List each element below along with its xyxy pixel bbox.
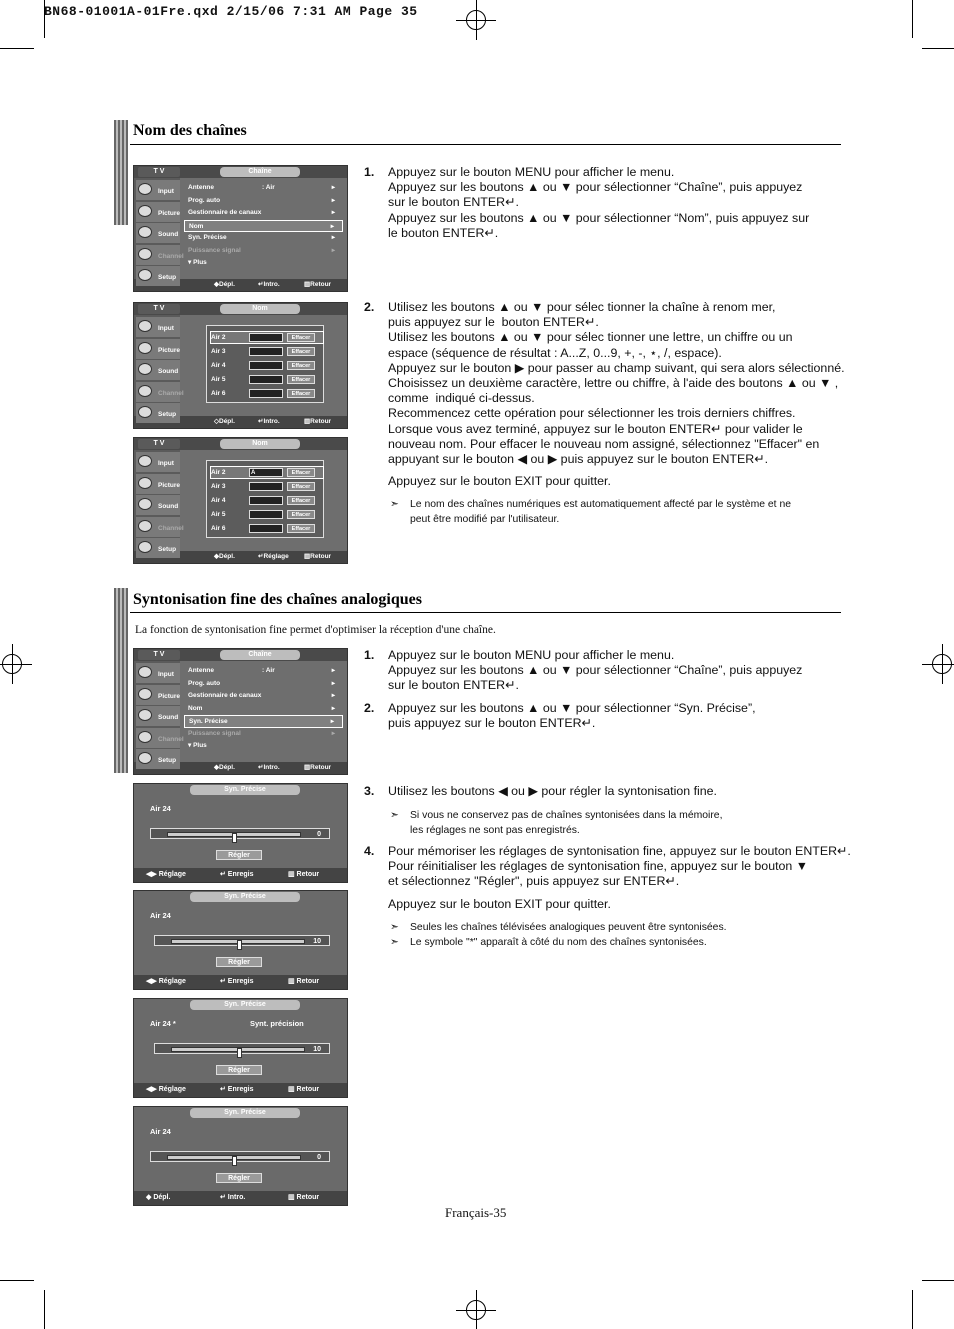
sidebar-item-input bbox=[136, 317, 180, 337]
bottom-hint: ◀▶ Réglage bbox=[146, 871, 186, 878]
sound-icon bbox=[138, 709, 152, 721]
section-bar bbox=[114, 588, 128, 773]
menu-item bbox=[184, 220, 343, 233]
setup-icon bbox=[138, 541, 152, 553]
bottom-hint: ▥Retour bbox=[304, 764, 332, 771]
sidebar-item-picture bbox=[136, 685, 180, 705]
crop-mark bbox=[922, 1280, 954, 1281]
name-field bbox=[249, 482, 283, 491]
slider-rail bbox=[167, 832, 301, 837]
name-row bbox=[211, 374, 323, 385]
sidebar-item-label: Setup bbox=[158, 757, 177, 764]
name-field: A bbox=[249, 468, 283, 477]
sidebar-item-input bbox=[136, 180, 180, 200]
name-field bbox=[249, 333, 283, 342]
sound-icon bbox=[138, 226, 152, 238]
sidebar-item-label: Channel bbox=[158, 735, 184, 743]
fine-tune-screen bbox=[133, 783, 348, 883]
sidebar-item-label: Channel bbox=[158, 524, 184, 532]
bottom-hint: ▥ Retour bbox=[288, 1086, 320, 1093]
status-label: Synt. précision bbox=[250, 1019, 304, 1028]
input-icon bbox=[138, 455, 152, 467]
section-title: Syntonisation fine des chaînes analogiques bbox=[133, 591, 422, 608]
bottom-hint: ↵ Intro. bbox=[220, 1194, 246, 1201]
channel-label: Air 4 bbox=[211, 497, 226, 504]
sidebar-item-setup bbox=[136, 749, 180, 769]
channel-label: Air 4 bbox=[211, 362, 226, 369]
channel-label: Air 24 bbox=[150, 911, 171, 920]
channel-label: Air 24 bbox=[150, 804, 171, 813]
slider-value: 0 bbox=[317, 1154, 321, 1161]
bottom-hint: ▥Retour bbox=[304, 553, 332, 560]
chevron-right-icon: ▸ bbox=[331, 246, 335, 254]
menu-item-value: : Air bbox=[262, 184, 275, 191]
slider-knob bbox=[232, 833, 237, 843]
tv-tab: T V bbox=[138, 167, 180, 177]
chevron-right-icon: ▸ bbox=[331, 679, 335, 687]
sidebar-item-label: Picture bbox=[158, 481, 181, 489]
tv-name-screen bbox=[133, 437, 348, 564]
menu-item bbox=[184, 703, 343, 716]
picture-icon bbox=[138, 477, 152, 489]
sidebar-item-label: Channel bbox=[158, 252, 184, 260]
sidebar-item-label: Setup bbox=[158, 411, 177, 418]
sidebar-item-channel bbox=[136, 728, 184, 748]
menu-title: Nom bbox=[220, 304, 300, 314]
sidebar-item-sound bbox=[136, 706, 180, 726]
sidebar-item-sound bbox=[136, 495, 180, 515]
bottom-hint: ↵Réglage bbox=[258, 553, 289, 560]
bottom-hint: ◀▶ Réglage bbox=[146, 978, 186, 985]
menu-item bbox=[184, 740, 343, 753]
erase-button: Effacer bbox=[287, 482, 315, 491]
picture-icon bbox=[138, 342, 152, 354]
erase-button: Effacer bbox=[287, 524, 315, 533]
menu-title: Chaîne bbox=[220, 167, 300, 177]
input-icon bbox=[138, 183, 152, 195]
channel-label: Air 6 bbox=[211, 390, 226, 397]
tv-menu-screen bbox=[133, 165, 348, 292]
slider-knob bbox=[237, 1048, 242, 1058]
reset-button: Régler bbox=[216, 850, 262, 860]
bottom-hints bbox=[134, 1191, 347, 1205]
bottom-hint: ▥Retour bbox=[304, 281, 332, 288]
menu-item-label: ▾ Plus bbox=[188, 259, 207, 266]
bottom-hint: ↵ Enregis bbox=[220, 871, 254, 878]
sidebar-item-label: Input bbox=[158, 460, 174, 467]
fine-tune-screen bbox=[133, 1106, 348, 1206]
name-field bbox=[249, 389, 283, 398]
menu-item-label: Prog. auto bbox=[188, 679, 221, 687]
slider-rail bbox=[171, 939, 305, 944]
erase-button: Effacer bbox=[287, 496, 315, 505]
menu-item bbox=[184, 678, 343, 691]
print-header: BN68-01001A-01Fre.qxd 2/15/06 7:31 AM Page 35 bbox=[44, 4, 418, 19]
bottom-hint: ▥ Retour bbox=[288, 1194, 320, 1201]
bottom-hints bbox=[134, 868, 347, 882]
sidebar-item-input bbox=[136, 452, 180, 472]
slider-rail bbox=[167, 1155, 301, 1160]
bottom-hints bbox=[134, 1083, 347, 1097]
slider-value: 10 bbox=[313, 1046, 321, 1053]
bottom-hint: ↵Intro. bbox=[258, 281, 280, 288]
name-row bbox=[211, 346, 323, 357]
bottom-hint: ↵Intro. bbox=[258, 418, 280, 425]
menu-item bbox=[184, 207, 343, 220]
menu-item-label: Prog. auto bbox=[188, 196, 221, 204]
channel-label: Air 24 * bbox=[150, 1019, 176, 1028]
slider-value: 0 bbox=[317, 831, 321, 838]
setup-icon bbox=[138, 406, 152, 418]
chevron-right-icon: ▸ bbox=[330, 718, 334, 725]
sidebar-item-label: Picture bbox=[158, 209, 181, 217]
setup-icon bbox=[138, 269, 152, 281]
name-field bbox=[249, 524, 283, 533]
channel-label: Air 5 bbox=[211, 511, 226, 518]
chevron-right-icon: ▸ bbox=[331, 729, 335, 737]
reset-button: Régler bbox=[216, 1173, 262, 1183]
registration-mark bbox=[0, 644, 32, 684]
menu-item-label: Gestionnaire de canaux bbox=[188, 209, 262, 216]
name-row bbox=[211, 509, 323, 520]
section-intro: La fonction de syntonisation fine permet d'optimiser la réception d'une chaîne. bbox=[135, 624, 496, 636]
menu-title: Chaîne bbox=[220, 650, 300, 660]
menu-item bbox=[184, 257, 343, 270]
fine-tune-slider bbox=[150, 828, 330, 839]
crop-mark bbox=[922, 48, 954, 49]
channel-icon bbox=[138, 248, 152, 260]
bottom-hint: ↵Intro. bbox=[258, 764, 280, 771]
screen-title: Syn. Précise bbox=[190, 1108, 300, 1118]
chevron-right-icon: ▸ bbox=[331, 234, 335, 241]
slider-knob bbox=[232, 1156, 237, 1166]
erase-button: Effacer bbox=[287, 510, 315, 519]
chevron-right-icon: ▸ bbox=[330, 222, 334, 230]
menu-item bbox=[184, 715, 343, 728]
name-row bbox=[211, 467, 323, 478]
menu-item-label: Gestionnaire de canaux bbox=[188, 692, 262, 699]
erase-button: Effacer bbox=[287, 361, 315, 370]
menu-item-label: Antenne bbox=[188, 184, 214, 191]
screen-title: Syn. Précise bbox=[190, 1000, 300, 1010]
menu-item-label: Antenne bbox=[188, 667, 214, 674]
name-field bbox=[249, 496, 283, 505]
bottom-hint: ◆Dépl. bbox=[214, 553, 235, 560]
setup-icon bbox=[138, 752, 152, 764]
bottom-hint: ↵ Enregis bbox=[220, 1086, 254, 1093]
registration-mark bbox=[456, 1290, 496, 1329]
sidebar-item-input bbox=[136, 663, 180, 683]
channel-label: Air 24 bbox=[150, 1127, 171, 1136]
chevron-right-icon: ▸ bbox=[331, 184, 335, 191]
chevron-right-icon: ▸ bbox=[331, 667, 335, 674]
bottom-hint: ◆ Dépl. bbox=[146, 1194, 171, 1201]
tv-tab: T V bbox=[138, 650, 180, 660]
bottom-hint: ▥Retour bbox=[304, 418, 332, 425]
menu-item-label: Nom bbox=[189, 222, 204, 230]
sidebar-item-label: Setup bbox=[158, 274, 177, 281]
fine-tune-screen bbox=[133, 998, 348, 1098]
bottom-hint: ▥ Retour bbox=[288, 978, 320, 985]
menu-item-value: : Air bbox=[262, 667, 275, 674]
name-list bbox=[206, 460, 324, 538]
sidebar-item-label: Picture bbox=[158, 346, 181, 354]
sidebar-item-label: Setup bbox=[158, 546, 177, 553]
fine-tune-slider bbox=[150, 1151, 330, 1162]
sidebar-item-label: Sound bbox=[158, 368, 179, 375]
channel-label: Air 6 bbox=[211, 525, 226, 532]
name-row bbox=[211, 332, 323, 343]
name-field bbox=[249, 375, 283, 384]
slider-knob bbox=[237, 940, 242, 950]
fine-tune-screen bbox=[133, 890, 348, 990]
crop-mark bbox=[0, 1280, 34, 1281]
slider-rail bbox=[171, 1047, 305, 1052]
channel-label: Air 5 bbox=[211, 376, 226, 383]
menu-item-label: Nom bbox=[188, 704, 203, 712]
fine-tune-slider bbox=[154, 935, 330, 946]
crop-mark bbox=[912, 0, 913, 38]
name-list bbox=[206, 325, 324, 403]
reset-button: Régler bbox=[216, 1065, 262, 1075]
crop-mark bbox=[912, 1290, 913, 1329]
chevron-right-icon: ▸ bbox=[331, 704, 335, 712]
section-title: Nom des chaînes bbox=[133, 122, 247, 139]
bottom-hint: ◇Dépl. bbox=[214, 418, 235, 425]
tv-menu-screen bbox=[133, 648, 348, 775]
section-bar bbox=[114, 120, 128, 225]
menu-item-label: ▾ Plus bbox=[188, 742, 207, 749]
bottom-hint: ▥ Retour bbox=[288, 871, 320, 878]
menu-item bbox=[184, 182, 343, 195]
menu-item-label: Puissance signal bbox=[188, 246, 241, 254]
sidebar-item-sound bbox=[136, 223, 180, 243]
picture-icon bbox=[138, 688, 152, 700]
input-icon bbox=[138, 320, 152, 332]
sidebar-item-setup bbox=[136, 266, 180, 286]
sound-icon bbox=[138, 498, 152, 510]
input-icon bbox=[138, 666, 152, 678]
sidebar-item-label: Input bbox=[158, 325, 174, 332]
name-field bbox=[249, 361, 283, 370]
chevron-right-icon: ▸ bbox=[331, 692, 335, 699]
tv-name-screen bbox=[133, 302, 348, 429]
sidebar-item-setup bbox=[136, 538, 180, 558]
registration-mark bbox=[922, 644, 954, 684]
menu-title: Nom bbox=[220, 439, 300, 449]
channel-icon bbox=[138, 731, 152, 743]
menu-list bbox=[184, 182, 343, 270]
name-row bbox=[211, 388, 323, 399]
sidebar-item-channel bbox=[136, 517, 184, 537]
chevron-right-icon: ▸ bbox=[331, 209, 335, 216]
menu-item bbox=[184, 665, 343, 678]
registration-mark bbox=[456, 0, 496, 40]
sidebar-item-label: Sound bbox=[158, 231, 179, 238]
erase-button: Effacer bbox=[287, 389, 315, 398]
crop-mark bbox=[0, 48, 34, 49]
tv-tab: T V bbox=[138, 439, 180, 449]
slider-value: 10 bbox=[313, 938, 321, 945]
sidebar-item-label: Input bbox=[158, 188, 174, 195]
sidebar-item-label: Input bbox=[158, 671, 174, 678]
menu-item-label: Syn. Précise bbox=[189, 718, 228, 725]
bottom-hint: ◀▶ Réglage bbox=[146, 1086, 186, 1093]
bottom-hint: ◆Dépl. bbox=[214, 764, 235, 771]
bottom-hint: ↵ Enregis bbox=[220, 978, 254, 985]
channel-icon bbox=[138, 385, 152, 397]
sound-icon bbox=[138, 363, 152, 375]
bottom-hints bbox=[134, 975, 347, 989]
sidebar-item-label: Channel bbox=[158, 389, 184, 397]
name-field bbox=[249, 347, 283, 356]
erase-button: Effacer bbox=[287, 468, 315, 477]
sidebar-item-channel bbox=[136, 382, 184, 402]
sidebar-item-channel bbox=[136, 245, 184, 265]
menu-item bbox=[184, 690, 343, 703]
menu-item bbox=[184, 232, 343, 245]
erase-button: Effacer bbox=[287, 333, 315, 342]
sidebar-item-picture bbox=[136, 474, 180, 494]
section-rule bbox=[130, 144, 841, 145]
screen-title: Syn. Précise bbox=[190, 785, 300, 795]
erase-button: Effacer bbox=[287, 375, 315, 384]
channel-label: Air 3 bbox=[211, 348, 226, 355]
menu-item bbox=[184, 195, 343, 208]
picture-icon bbox=[138, 205, 152, 217]
name-row bbox=[211, 523, 323, 534]
chevron-right-icon: ▸ bbox=[331, 196, 335, 204]
bottom-hint: ◆Dépl. bbox=[214, 281, 235, 288]
channel-label: Air 2 bbox=[211, 469, 226, 476]
section-rule bbox=[130, 612, 841, 613]
erase-button: Effacer bbox=[287, 347, 315, 356]
name-row bbox=[211, 360, 323, 371]
name-field bbox=[249, 510, 283, 519]
fine-tune-slider bbox=[154, 1043, 330, 1054]
sidebar-item-setup bbox=[136, 403, 180, 423]
crop-mark bbox=[44, 1290, 45, 1329]
sidebar-item-picture bbox=[136, 339, 180, 359]
menu-item bbox=[184, 728, 343, 741]
name-row bbox=[211, 495, 323, 506]
name-row bbox=[211, 481, 323, 492]
screen-title: Syn. Précise bbox=[190, 892, 300, 902]
sidebar-item-sound bbox=[136, 360, 180, 380]
reset-button: Régler bbox=[216, 957, 262, 967]
channel-label: Air 3 bbox=[211, 483, 226, 490]
menu-item-label: Puissance signal bbox=[188, 729, 241, 737]
sidebar-item-label: Picture bbox=[158, 692, 181, 700]
menu-list bbox=[184, 665, 343, 753]
channel-label: Air 2 bbox=[211, 334, 226, 341]
sidebar-item-label: Sound bbox=[158, 714, 179, 721]
channel-icon bbox=[138, 520, 152, 532]
page-footer: Français-35 bbox=[445, 1205, 507, 1220]
sidebar-item-picture bbox=[136, 202, 180, 222]
menu-item-label: Syn. Précise bbox=[188, 234, 227, 241]
tv-tab: T V bbox=[138, 304, 180, 314]
menu-item bbox=[184, 245, 343, 258]
sidebar-item-label: Sound bbox=[158, 503, 179, 510]
